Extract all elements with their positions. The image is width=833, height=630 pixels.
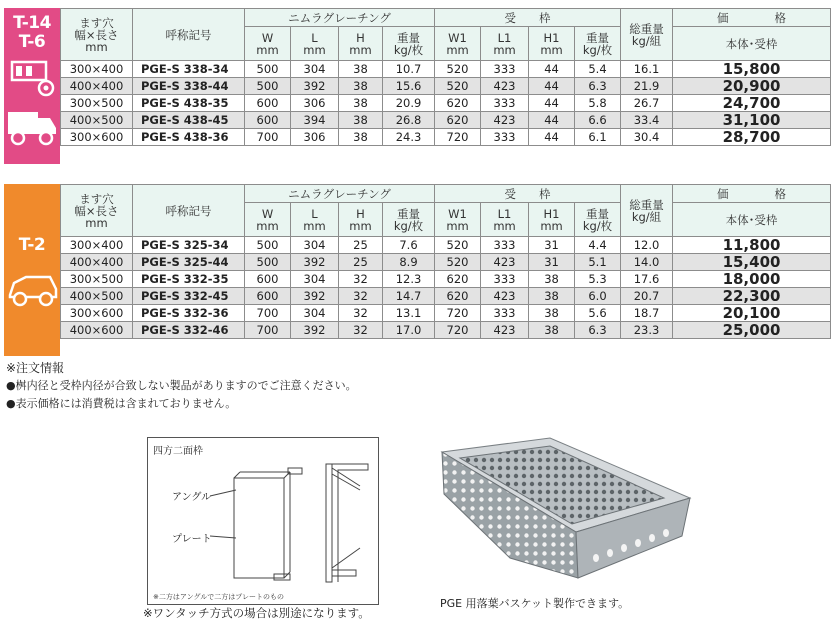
cell-price: 15,400 [673,254,831,271]
cell-total-weight: 20.7 [621,288,673,305]
header-model: 呼称記号 [133,185,245,237]
header-grating: ニムラグレーチング [245,9,435,27]
header-frame: 受 枠 [435,9,621,27]
cell-total-weight: 30.4 [621,129,673,146]
cell-grating-h: 25 [339,254,383,271]
cell-grating-h: 38 [339,129,383,146]
cell-grating-w: 700 [245,305,291,322]
cell-hole-size: 300×500 [61,95,133,112]
label-plate: プレート [172,534,212,545]
cell-frame-l1: 423 [481,112,529,129]
header-frame-weight: 重量 kg/枚 [575,203,621,237]
spec-table-t14-t6 [60,8,831,146]
cell-frame-weight: 5.8 [575,95,621,112]
cell-total-weight: 21.9 [621,78,673,95]
cell-model-code: PGE-S 338-44 [133,78,245,95]
cell-model-code: PGE-S 338-34 [133,61,245,78]
table-row [61,322,831,339]
cell-frame-w1: 520 [435,78,481,95]
cell-hole-size: 400×400 [61,254,133,271]
header-h1: H1 mm [529,27,575,61]
cell-total-weight: 14.0 [621,254,673,271]
header-l1: L1 mm [481,27,529,61]
header-model: 呼称記号 [133,9,245,61]
cell-hole-size: 400×600 [61,322,133,339]
cell-frame-l1: 333 [481,237,529,254]
cell-hole-size: 400×500 [61,112,133,129]
note-item: ●表示価格には消費税は含まれておりません。 [6,397,237,410]
cell-hole-size: 400×500 [61,288,133,305]
cell-grating-w: 500 [245,254,291,271]
header-h1: H1 mm [529,203,575,237]
cell-model-code: PGE-S 438-36 [133,129,245,146]
cell-price: 18,000 [673,271,831,288]
truck-icon [8,58,56,98]
header-w: W mm [245,27,291,61]
cell-price: 24,700 [673,95,831,112]
cell-price: 20,100 [673,305,831,322]
cell-frame-w1: 520 [435,61,481,78]
cell-grating-h: 32 [339,322,383,339]
cell-grating-h: 38 [339,95,383,112]
cell-frame-h1: 44 [529,61,575,78]
table-row [61,305,831,322]
cell-grating-h: 32 [339,288,383,305]
cell-model-code: PGE-S 325-44 [133,254,245,271]
cell-hole-size: 300×600 [61,305,133,322]
cell-frame-weight: 6.1 [575,129,621,146]
car-icon [6,269,58,309]
cell-grating-weight: 14.7 [383,288,435,305]
cell-grating-w: 500 [245,78,291,95]
header-grating-weight: 重量 kg/枚 [383,27,435,61]
cell-frame-w1: 620 [435,112,481,129]
table-row [61,61,831,78]
cell-grating-weight: 12.3 [383,271,435,288]
header-hole: ます穴 幅×長さ mm [61,9,133,61]
cell-hole-size: 300×500 [61,271,133,288]
cell-hole-size: 300×600 [61,129,133,146]
cell-grating-l: 304 [291,305,339,322]
cell-grating-w: 600 [245,271,291,288]
header-total-weight: 総重量 kg/組 [621,185,673,237]
header-w1: W1 mm [435,27,481,61]
header-hole: ます穴 幅×長さ mm [61,185,133,237]
cell-price: 25,000 [673,322,831,339]
cell-grating-weight: 10.7 [383,61,435,78]
cell-grating-h: 38 [339,78,383,95]
label-angle: アングル [172,492,212,503]
category-band-t14-t6 [4,8,60,164]
cell-grating-h: 38 [339,112,383,129]
cell-grating-w: 700 [245,129,291,146]
cell-model-code: PGE-S 325-34 [133,237,245,254]
cell-grating-l: 304 [291,271,339,288]
cell-model-code: PGE-S 332-36 [133,305,245,322]
diagram-caption: ※ワンタッチ方式の場合は別途になります。 [143,606,370,620]
cell-frame-h1: 44 [529,95,575,112]
cell-frame-w1: 720 [435,129,481,146]
cell-total-weight: 17.6 [621,271,673,288]
cell-frame-h1: 38 [529,322,575,339]
order-notes [6,359,357,413]
cell-price: 15,800 [673,61,831,78]
frame-diagram [147,437,379,605]
cell-grating-l: 392 [291,288,339,305]
cell-frame-l1: 333 [481,271,529,288]
cell-grating-l: 392 [291,78,339,95]
header-price-sub: 本体･受枠 [673,203,831,237]
table-row [61,237,831,254]
cell-frame-weight: 5.4 [575,61,621,78]
cell-model-code: PGE-S 332-46 [133,322,245,339]
table-row [61,254,831,271]
cell-frame-h1: 38 [529,288,575,305]
cell-grating-w: 500 [245,237,291,254]
cell-grating-weight: 20.9 [383,95,435,112]
cell-frame-weight: 6.0 [575,288,621,305]
cell-grating-h: 38 [339,61,383,78]
leaf-basket-image [432,432,692,582]
cell-total-weight: 12.0 [621,237,673,254]
cell-price: 31,100 [673,112,831,129]
cell-grating-weight: 8.9 [383,254,435,271]
cell-grating-weight: 13.1 [383,305,435,322]
band-code: T-14 [13,13,51,33]
cell-model-code: PGE-S 332-35 [133,271,245,288]
cell-model-code: PGE-S 438-35 [133,95,245,112]
cell-frame-w1: 520 [435,254,481,271]
diagram-title: 四方二面枠 [153,446,203,457]
cell-price: 22,300 [673,288,831,305]
header-w: W mm [245,203,291,237]
cell-frame-h1: 38 [529,271,575,288]
cell-frame-l1: 423 [481,254,529,271]
header-grating: ニムラグレーチング [245,185,435,203]
cell-grating-weight: 15.6 [383,78,435,95]
cell-frame-weight: 5.6 [575,305,621,322]
cell-frame-weight: 6.6 [575,112,621,129]
cell-frame-l1: 423 [481,322,529,339]
cell-frame-l1: 333 [481,129,529,146]
cell-frame-h1: 44 [529,129,575,146]
frame-cross-section-drawing [148,438,380,606]
category-band-t2 [4,184,60,356]
diagram-footnote: ※二方はアングルで二方はプレートのもの [153,593,284,601]
cell-frame-w1: 620 [435,271,481,288]
table-row [61,271,831,288]
cell-price: 20,900 [673,78,831,95]
cell-frame-h1: 38 [529,305,575,322]
cell-frame-w1: 520 [435,237,481,254]
cell-frame-weight: 5.3 [575,271,621,288]
cell-grating-weight: 17.0 [383,322,435,339]
cell-price: 28,700 [673,129,831,146]
cell-model-code: PGE-S 438-45 [133,112,245,129]
cell-grating-l: 392 [291,254,339,271]
spec-table-t2 [60,184,831,339]
cell-grating-l: 394 [291,112,339,129]
header-l: L mm [291,203,339,237]
table-row [61,288,831,305]
header-grating-weight: 重量 kg/枚 [383,203,435,237]
cell-model-code: PGE-S 332-45 [133,288,245,305]
cell-frame-weight: 4.4 [575,237,621,254]
cell-grating-h: 32 [339,305,383,322]
header-price-sub: 本体･受枠 [673,27,831,61]
cell-frame-l1: 333 [481,61,529,78]
band-code: T-6 [18,32,46,52]
header-frame-weight: 重量 kg/枚 [575,27,621,61]
cell-frame-h1: 44 [529,112,575,129]
cell-frame-w1: 620 [435,288,481,305]
cell-total-weight: 23.3 [621,322,673,339]
cell-grating-l: 304 [291,237,339,254]
cell-frame-l1: 423 [481,288,529,305]
cell-grating-h: 25 [339,237,383,254]
cell-hole-size: 300×400 [61,237,133,254]
header-frame: 受 枠 [435,185,621,203]
cell-grating-w: 600 [245,112,291,129]
cell-grating-w: 500 [245,61,291,78]
cell-grating-weight: 26.8 [383,112,435,129]
cell-frame-l1: 423 [481,78,529,95]
cell-grating-w: 600 [245,95,291,112]
cell-hole-size: 300×400 [61,61,133,78]
cell-grating-l: 306 [291,95,339,112]
cell-grating-weight: 24.3 [383,129,435,146]
header-total-weight: 総重量 kg/組 [621,9,673,61]
header-w1: W1 mm [435,203,481,237]
table-row [61,78,831,95]
cell-grating-w: 600 [245,288,291,305]
cell-grating-w: 700 [245,322,291,339]
cell-frame-weight: 6.3 [575,322,621,339]
cell-grating-l: 306 [291,129,339,146]
table-row [61,95,831,112]
cell-frame-w1: 620 [435,95,481,112]
basket-caption: PGE 用落葉バスケット製作できます。 [440,597,630,610]
cell-frame-h1: 44 [529,78,575,95]
header-h: H mm [339,203,383,237]
cell-total-weight: 26.7 [621,95,673,112]
cell-frame-l1: 333 [481,305,529,322]
cell-frame-w1: 720 [435,305,481,322]
table-row [61,129,831,146]
header-price: 価 格 [673,9,831,27]
cell-grating-l: 392 [291,322,339,339]
cell-grating-weight: 7.6 [383,237,435,254]
cell-grating-l: 304 [291,61,339,78]
truck-icon [6,102,58,146]
cell-price: 11,800 [673,237,831,254]
table-row [61,112,831,129]
header-price: 価 格 [673,185,831,203]
cell-frame-weight: 6.3 [575,78,621,95]
cell-total-weight: 33.4 [621,112,673,129]
cell-frame-l1: 333 [481,95,529,112]
header-l: L mm [291,27,339,61]
cell-frame-w1: 720 [435,322,481,339]
cell-total-weight: 18.7 [621,305,673,322]
cell-frame-h1: 31 [529,254,575,271]
cell-frame-h1: 31 [529,237,575,254]
cell-hole-size: 400×400 [61,78,133,95]
cell-frame-weight: 5.1 [575,254,621,271]
header-h: H mm [339,27,383,61]
cell-total-weight: 16.1 [621,61,673,78]
band-code: T-2 [18,235,46,255]
header-l1: L1 mm [481,203,529,237]
notes-heading: ※注文情報 [6,361,65,375]
note-item: ●桝内径と受枠内径が合致しない製品がありますのでご注意ください。 [6,379,357,392]
cell-grating-h: 32 [339,271,383,288]
